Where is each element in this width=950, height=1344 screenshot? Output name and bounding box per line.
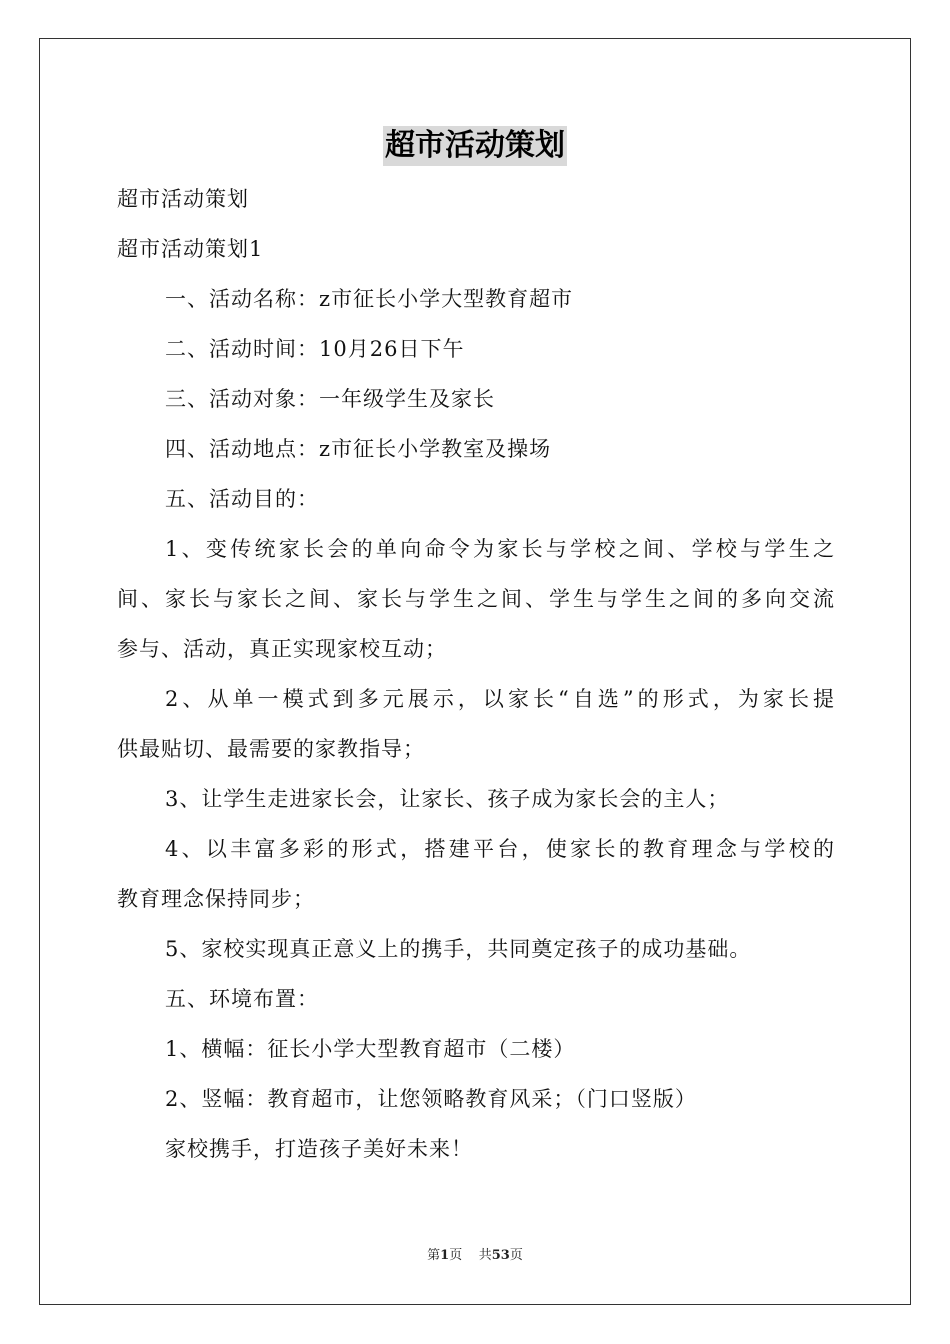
text-line: 供最贴切、最需要的家教指导；	[117, 737, 425, 761]
text-line: 四、活动地点：z市征长小学教室及操场	[165, 437, 552, 461]
text-line: 五、活动目的：	[165, 487, 319, 511]
text-line: 4、以丰富多彩的形式，搭建平台，使家长的教育理念与学校的	[165, 837, 835, 861]
text-line: 3、让学生走进家长会，让家长、孩子成为家长会的主人；	[165, 787, 730, 811]
text-line: 一、活动名称：z市征长小学大型教育超市	[165, 287, 574, 311]
footer-total-prefix: 共	[478, 1248, 492, 1263]
footer-total-suffix: 页	[509, 1248, 523, 1263]
text-line: 超市活动策划1	[117, 237, 264, 261]
footer-page-prefix: 第	[427, 1248, 441, 1263]
text-line: 二、活动时间：10月26日下午	[165, 337, 465, 361]
footer-total-pages: 53	[491, 1248, 510, 1263]
text-line: 5、家校实现真正意义上的携手，共同奠定孩子的成功基础。	[165, 937, 752, 961]
text-line: 1、变传统家长会的单向命令为家长与学校之间、学校与学生之	[165, 537, 835, 561]
text-line: 超市活动策划	[117, 187, 249, 211]
text-line: 五、环境布置：	[165, 987, 319, 1011]
footer-page-suffix: 页	[449, 1248, 463, 1263]
page-border	[39, 38, 911, 1305]
text-line: 2、竖幅：教育超市，让您领略教育风采；（门口竖版）	[165, 1087, 697, 1111]
footer-page-number: 1	[440, 1248, 450, 1263]
text-line: 2、从单一模式到多元展示，以家长“自选”的形式，为家长提	[165, 687, 835, 711]
document-title: 超市活动策划	[383, 126, 567, 166]
text-line: 间、家长与家长之间、家长与学生之间、学生与学生之间的多向交流	[117, 587, 835, 611]
page-footer	[0, 1247, 950, 1265]
text-line: 教育理念保持同步；	[117, 887, 315, 911]
text-line: 1、横幅：征长小学大型教育超市（二楼）	[165, 1037, 576, 1061]
text-line: 家校携手，打造孩子美好未来！	[165, 1137, 473, 1161]
text-line: 三、活动对象：一年级学生及家长	[165, 387, 495, 411]
text-line: 参与、活动，真正实现家校互动；	[117, 637, 447, 661]
title-container	[0, 126, 950, 166]
